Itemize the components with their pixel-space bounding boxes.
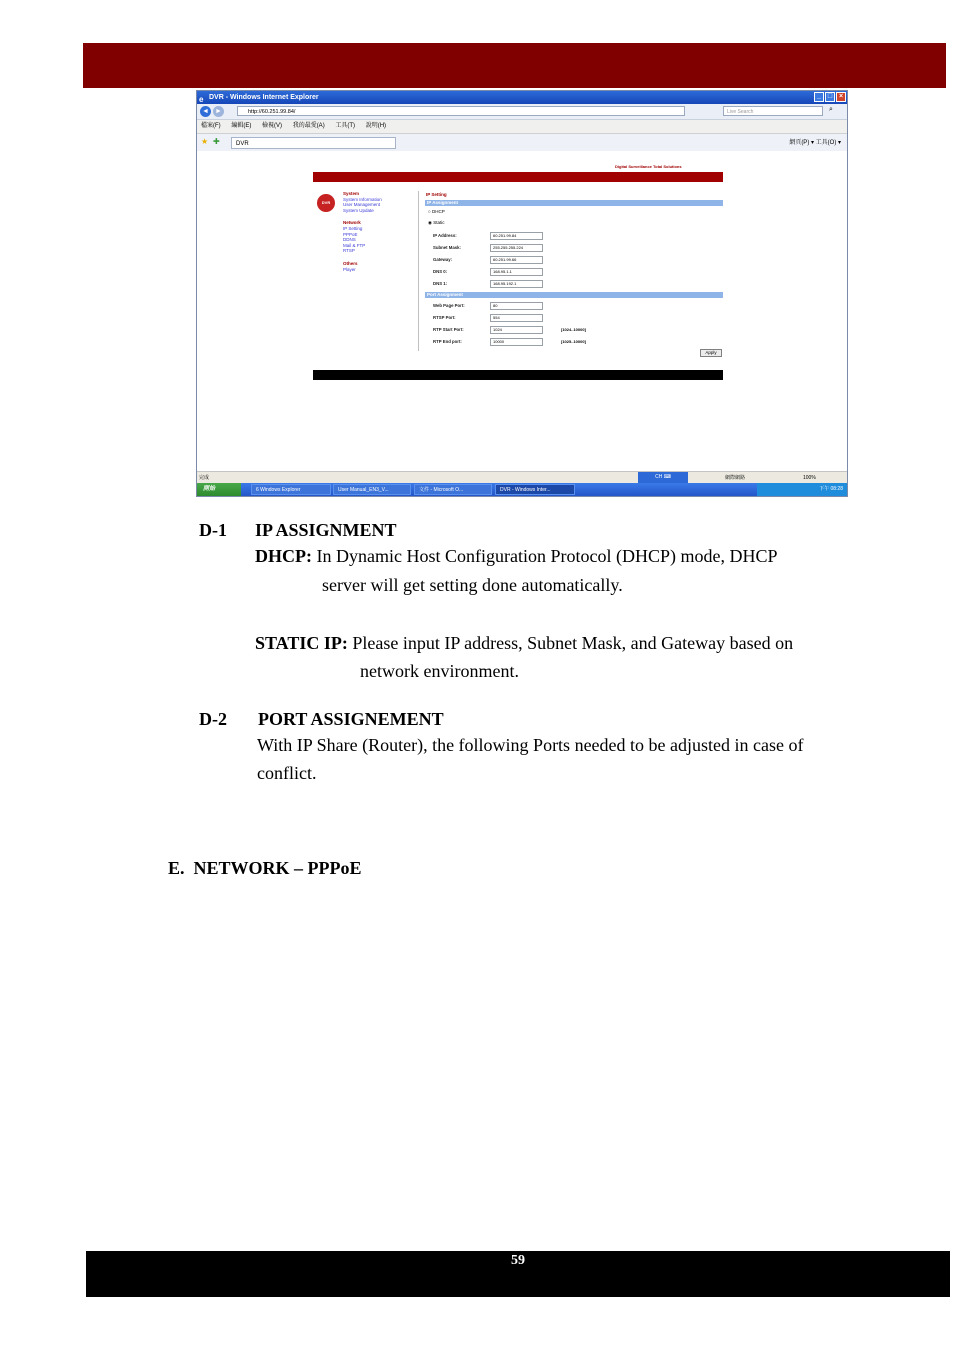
maximize-icon[interactable]: □ — [825, 92, 835, 102]
menu-item-system-update[interactable]: System Update — [343, 207, 374, 213]
task-dvr[interactable]: DVR - Windows Inter... — [495, 484, 575, 495]
footer-band — [86, 1251, 950, 1297]
static-radio[interactable]: ◉ Static — [428, 220, 445, 225]
d2-text-2: conflict. — [257, 763, 317, 783]
window-title-bar — [197, 91, 847, 104]
task-explorer[interactable]: 6 Windows Explorer — [251, 484, 331, 495]
form-title: IP Setting — [426, 192, 447, 197]
menu-item-rtsp[interactable]: RTSP — [343, 248, 355, 254]
menu-item-player[interactable]: Player — [343, 266, 356, 272]
tagline: Digital Surveillance Total Solutions — [615, 164, 682, 169]
system-tray — [757, 483, 847, 496]
menu-section-others: Others — [343, 260, 358, 266]
rtp-start-port-range: [1024..10000] — [561, 327, 586, 332]
back-icon[interactable]: ◄ — [200, 106, 211, 117]
dhcp-label: DHCP — [431, 209, 445, 214]
dhcp-radio[interactable]: ○ DHCP — [428, 209, 445, 214]
menu-item-pppoe[interactable]: PPPoE — [343, 231, 358, 237]
dvr-footer-bar — [313, 370, 723, 380]
menu-item-mail-ftp[interactable]: Mail & FTP — [343, 242, 366, 248]
web-port-label: Web Page Port: — [433, 303, 465, 308]
start-button[interactable]: 開始 — [197, 483, 241, 496]
dhcp-term: DHCP: — [255, 546, 312, 566]
menu-item-help[interactable]: 說明(H) — [365, 123, 387, 129]
ie-icon: e — [199, 95, 204, 104]
language-bar[interactable]: CH ⌨ — [638, 472, 688, 483]
menu-bar — [197, 120, 847, 134]
apply-button[interactable]: Apply — [700, 349, 722, 357]
star-icon[interactable]: ★ — [201, 137, 209, 146]
forward-icon[interactable]: ► — [213, 106, 224, 117]
search-icon[interactable]: ⌕ — [829, 106, 833, 113]
dns0-label: DNS 0: — [433, 269, 448, 274]
dvr-header-bar — [313, 172, 723, 182]
subnet-mask-input[interactable]: 255.255.255.224 — [490, 244, 543, 252]
rtsp-port-input[interactable]: 554 — [490, 314, 543, 322]
static-label: Static — [433, 220, 445, 225]
menu-item-system-information[interactable]: System Information — [343, 196, 382, 202]
menu-item-file[interactable]: 檔案(F) — [201, 123, 221, 129]
tab-dvr[interactable] — [231, 137, 396, 149]
favorites-bar — [197, 134, 847, 152]
d2-number: D-2 — [199, 709, 227, 729]
menu-item-ip-setting[interactable]: IP Setting — [343, 225, 363, 231]
task-word[interactable]: 文件 - Microsoft O... — [414, 484, 492, 495]
dhcp-text-1: In Dynamic Host Configuration Protocol (DHCP) mode, DHCP — [312, 546, 778, 566]
subnet-mask-label: Subnet Mask: — [433, 245, 461, 250]
zone-text: 網際網路 — [725, 475, 746, 481]
ip-address-input[interactable]: 60.251.99.84 — [490, 232, 543, 240]
toolbar-right[interactable]: 網頁(P) ▾ 工具(O) ▾ — [789, 140, 841, 146]
ip-assignment-bar: IP Assignment — [425, 200, 723, 206]
menu-item-tools[interactable]: 工具(T) — [335, 123, 356, 129]
dns1-input[interactable]: 168.95.192.1 — [490, 280, 543, 288]
d1-title: IP ASSIGNMENT — [255, 520, 397, 540]
menu-item-user-management[interactable]: User Management — [343, 202, 381, 208]
gateway-label: Gateway: — [433, 257, 453, 262]
static-text-1: Please input IP address, Subnet Mask, and Gateway based on — [347, 633, 794, 653]
rtp-end-port-range: [1025..10000] — [561, 339, 586, 344]
static-text-2: network environment. — [360, 661, 519, 681]
ip-address-label: IP Address: — [433, 233, 457, 238]
dns1-label: DNS 1: — [433, 281, 448, 286]
menu-item-favorites[interactable]: 我的最愛(A) — [292, 123, 325, 129]
status-text: 完成 — [199, 475, 210, 481]
rtp-start-port-input[interactable]: 1024 — [490, 326, 543, 334]
address-bar[interactable]: http://60.251.99.84/ — [237, 106, 685, 116]
web-port-input[interactable]: 80 — [490, 302, 543, 310]
menu-divider — [418, 191, 419, 351]
section-e-heading: E. NETWORK – PPPoE — [168, 858, 362, 878]
menu-section-system: System — [343, 191, 360, 196]
address-row — [197, 104, 847, 120]
gateway-input[interactable]: 60.251.99.66 — [490, 256, 543, 264]
taskbar — [197, 483, 847, 496]
menu-section-network: Network — [343, 220, 361, 226]
static-term: STATIC IP: — [255, 633, 348, 653]
add-favorite-icon[interactable]: ✚ — [213, 137, 220, 146]
header-band — [83, 43, 946, 88]
clock: 下午 08:28 — [819, 486, 843, 492]
dvr-page — [197, 151, 847, 471]
dhcp-paragraph — [255, 545, 777, 567]
menu-item-edit[interactable]: 編輯(E) — [231, 123, 252, 129]
rtp-end-port-input[interactable]: 10000 — [490, 338, 543, 346]
d1-number: D-1 — [199, 520, 227, 540]
rtsp-port-label: RTSP Port: — [433, 315, 456, 320]
rtp-start-port-label: RTP Start Port: — [433, 327, 464, 332]
dhcp-text-2: server will get setting done automatically. — [322, 575, 623, 595]
zoom-level[interactable]: 100% — [803, 475, 816, 481]
side-menu — [343, 191, 382, 272]
port-assignment-bar: Port Assignment — [425, 292, 723, 298]
static-paragraph — [255, 632, 793, 654]
window-title: DVR - Windows Internet Explorer — [209, 94, 319, 101]
d2-title: PORT ASSIGNEMENT — [258, 709, 444, 729]
minimize-icon[interactable]: _ — [814, 92, 824, 102]
dvr-logo: DVR — [317, 194, 335, 212]
menu-item-ddns[interactable]: DDNS — [343, 237, 356, 243]
rtp-end-port-label: RTP End port: — [433, 339, 462, 344]
dns0-input[interactable]: 168.95.1.1 — [490, 268, 543, 276]
search-input[interactable]: Live Search — [723, 106, 823, 116]
page-number: 59 — [511, 1253, 525, 1268]
task-manual[interactable]: User Manual_EN3_V... — [333, 484, 411, 495]
browser-screenshot — [196, 90, 848, 497]
close-icon[interactable]: × — [836, 92, 846, 102]
tab-label: DVR — [236, 141, 249, 147]
d2-text-1: With IP Share (Router), the following Ports needed to be adjusted in case of — [257, 735, 804, 755]
menu-item-view[interactable]: 檢視(V) — [262, 123, 283, 129]
